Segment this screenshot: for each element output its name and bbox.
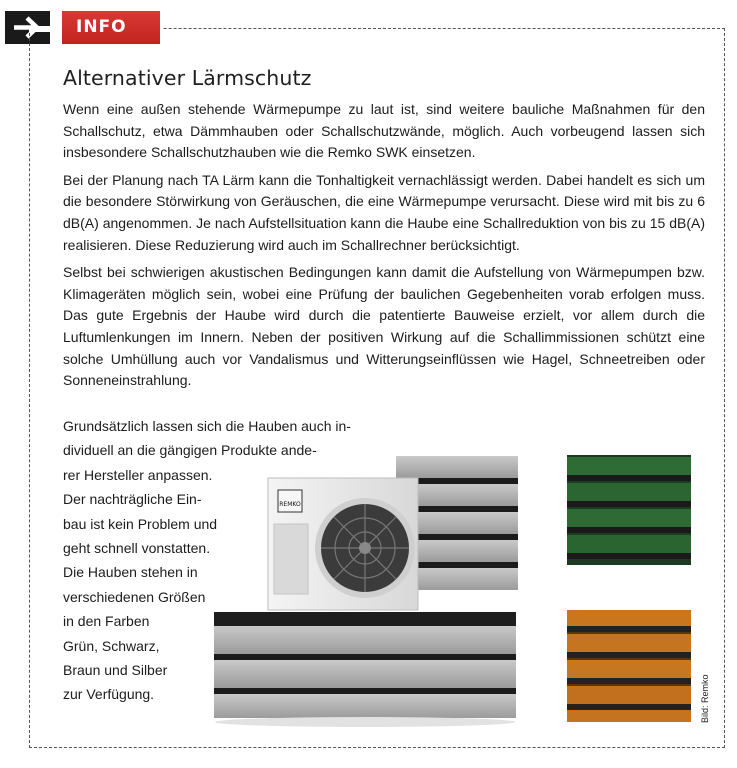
paragraph-2: Bei der Planung nach TA Lärm kann die Tonhaltigkeit vernachlässigt werden. Dabei handelt es sich um die besondere Störwirkung von Geräuschen, die eine Wärmepumpe verursacht. Diese wird mit bis zu 6 dB(A) angenommen. Je nach Aufstellsituation kann die Haube eine Schallreduktion von bis zu 15 dB(A) realisieren. Diese Reduzierung wird auch im Schallrechner berücksichtigt.	[63, 171, 705, 253]
text-line: in den Farben	[63, 613, 150, 630]
paragraph-1: Wenn eine außen stehende Wärmepumpe zu laut ist, sind weitere bauliche Maßnahmen für den Schallschutz, etwa Dämmhauben oder Schallschutzwände, möglich. Auch vorbeugend lassen sich insbesondere Schallschutzhauben wie die Remko SWK einsetzen.	[63, 101, 705, 161]
text-line: geht schnell vonstatten.	[63, 540, 211, 557]
heat-pump-enclosure-image	[200, 450, 530, 732]
text-line: bau ist kein Problem und	[63, 515, 218, 532]
image-credit: Bild: Remko	[700, 674, 710, 723]
brown-color-swatch	[567, 610, 691, 722]
text-line: Grundsätzlich lassen sich die Hauben auch in-	[63, 418, 351, 434]
article-title: Alternativer Lärmschutz	[63, 66, 312, 90]
paragraph-3: Selbst bei schwierigen akustischen Bedingungen kann damit die Aufstellung von Wärmepumpen bzw. Klimageräten möglich sein, wobei eine Prüfung der baulichen Gegebenheiten vorab erfolgen muss. Das gute Ergebnis der Haube wird durch die patentierte Bauweise erzielt, vor allem durch die Luftumlenkungen im Innern. Neben der positiven Wirkung auf die Schallimmissionen schützt eine solche Umhüllung auch vor Vandalismus und Witterungseinflüssen wie Hagel, Schneetreiben oder Sonneneinstrahlung.	[63, 264, 705, 389]
text-line: dividuell an die gängigen Produkte ande-	[63, 442, 317, 459]
text-line: Der nachträgliche Ein-	[63, 491, 202, 508]
text-line: Grün, Schwarz,	[63, 637, 160, 654]
text-line: Die Hauben stehen in	[63, 564, 198, 581]
unit-logo: REMKO	[279, 501, 301, 508]
text-line: verschiedenen Größen	[63, 588, 206, 605]
article	[63, 66, 705, 398]
info-tag: INFO	[62, 11, 160, 44]
text-line: Braun und Silber	[63, 662, 168, 679]
text-line: rer Hersteller anpassen.	[63, 466, 213, 483]
text-line: zur Verfügung.	[63, 686, 155, 703]
green-color-swatch	[567, 455, 691, 565]
